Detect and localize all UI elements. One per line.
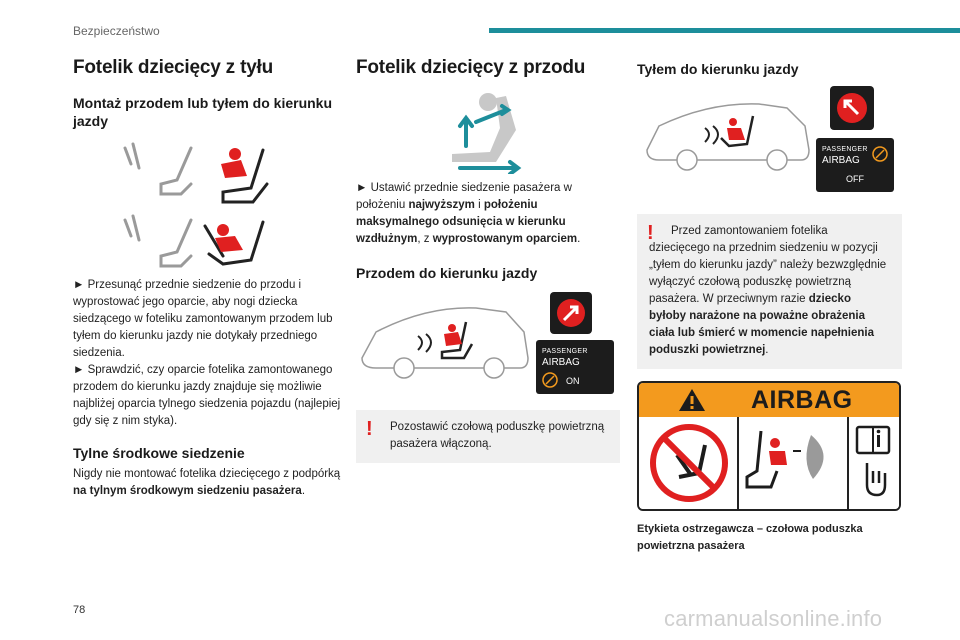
forward-facing-illustration (356, 292, 620, 400)
airbag-label-body (639, 417, 899, 509)
airbag-label-header (639, 383, 899, 417)
passenger-airbag-on-label: PASSENGER AIRBAG ON (536, 340, 614, 394)
airbag-off-sticker-icon (830, 86, 874, 130)
rear-facing-illustration (637, 88, 902, 194)
paragraph-move-front-seat: ► Przesunąć przednie siedzenie do przodu i wyprostować jego oparcie, aby nogi dziecka siedzącego w foteliku zamontowanym przodem lub tyłem do kierunku jazdy nie dotykały przedniego siedzenia. (73, 279, 333, 359)
subheading-forward-facing: Przodem do kierunku jazdy (356, 265, 538, 281)
paragraph-set-passenger-seat: ► Ustawić przednie siedzenie pasażera w położeniu najwyższym i położeniu maksymalnego odsunięcia w kierunku wzdłużnym, z wyprostowanym oparciem. (356, 182, 581, 245)
airbag-deploy-icon (741, 421, 847, 505)
seat-adjust-icon (356, 86, 620, 174)
section-label: Bezpieczeństwo (73, 24, 160, 38)
heading-rear-child-seat: Fotelik dziecięcy z tyłu (73, 57, 274, 78)
warning-disable-airbag: ! Przed zamontowaniem fotelika dziecięcego na przednim siedzeniu w pozycji „tyłem do kierunku jazdy” należy bezwzględnie wyłączyć czołową poduszkę powietrzną pasażera. W przeciwnym razie dziecko byłoby narażone na poważne obrażenia ciała lub śmierć w momencie napełnienia poduszki powietrznej. (637, 214, 902, 369)
airbag-status-icon (542, 372, 558, 388)
warning-keep-airbag-on: ! Pozostawić czołową poduszkę powietrzną pasażera włączoną. (356, 410, 620, 463)
page-number: 78 (73, 604, 86, 616)
warning-icon: ! (647, 222, 654, 244)
rear-seat-illustration (73, 136, 343, 269)
airbag-label-caption: Etykieta ostrzegawcza – czołowa poduszka powietrzna pasażera (637, 523, 863, 552)
passenger-airbag-off-label: PASSENGER AIRBAG OFF (816, 138, 894, 192)
heading-front-child-seat: Fotelik dziecięcy z przodu (356, 57, 586, 78)
subheading-rear-center-seat: Tylne środkowe siedzenie (73, 445, 245, 461)
column-rear-child-seat (73, 56, 343, 500)
paragraph-center-seat: Nigdy nie montować fotelika dziecięcego z podpórką na tylnym środkowym siedzeniu pasażera. (73, 468, 341, 497)
front-seat-adjust-illustration (356, 86, 620, 174)
subheading-mounting: Montaż przodem lub tyłem do kierunku jazdy (73, 95, 333, 129)
paragraph-check-backrest: ► Sprawdzić, czy oparcie fotelika zamontowanego przodem do kierunku jazdy znajduje się możliwie najbliżej oparcia tylnego siedzenia pojazdu (najlepiej gdy się z nim styka). (73, 364, 341, 427)
column-rear-facing (637, 56, 902, 555)
column-front-child-seat (356, 56, 620, 463)
airbag-status-icon (872, 146, 888, 162)
manual-book-icon (851, 421, 895, 505)
subheading-rear-facing: Tyłem do kierunku jazdy (637, 61, 799, 77)
airbag-on-sticker-icon (550, 292, 592, 334)
rear-seat-figure-icon (73, 136, 343, 269)
warning-triangle-icon (677, 387, 707, 413)
airbag-warning-label (637, 381, 901, 511)
warning-icon: ! (366, 418, 373, 440)
airbag-label-title: AIRBAG (751, 386, 853, 414)
watermark: carmanualsonline.info (664, 606, 883, 631)
header-accent-bar (489, 28, 960, 33)
no-rear-facing-seat-icon (647, 421, 731, 505)
